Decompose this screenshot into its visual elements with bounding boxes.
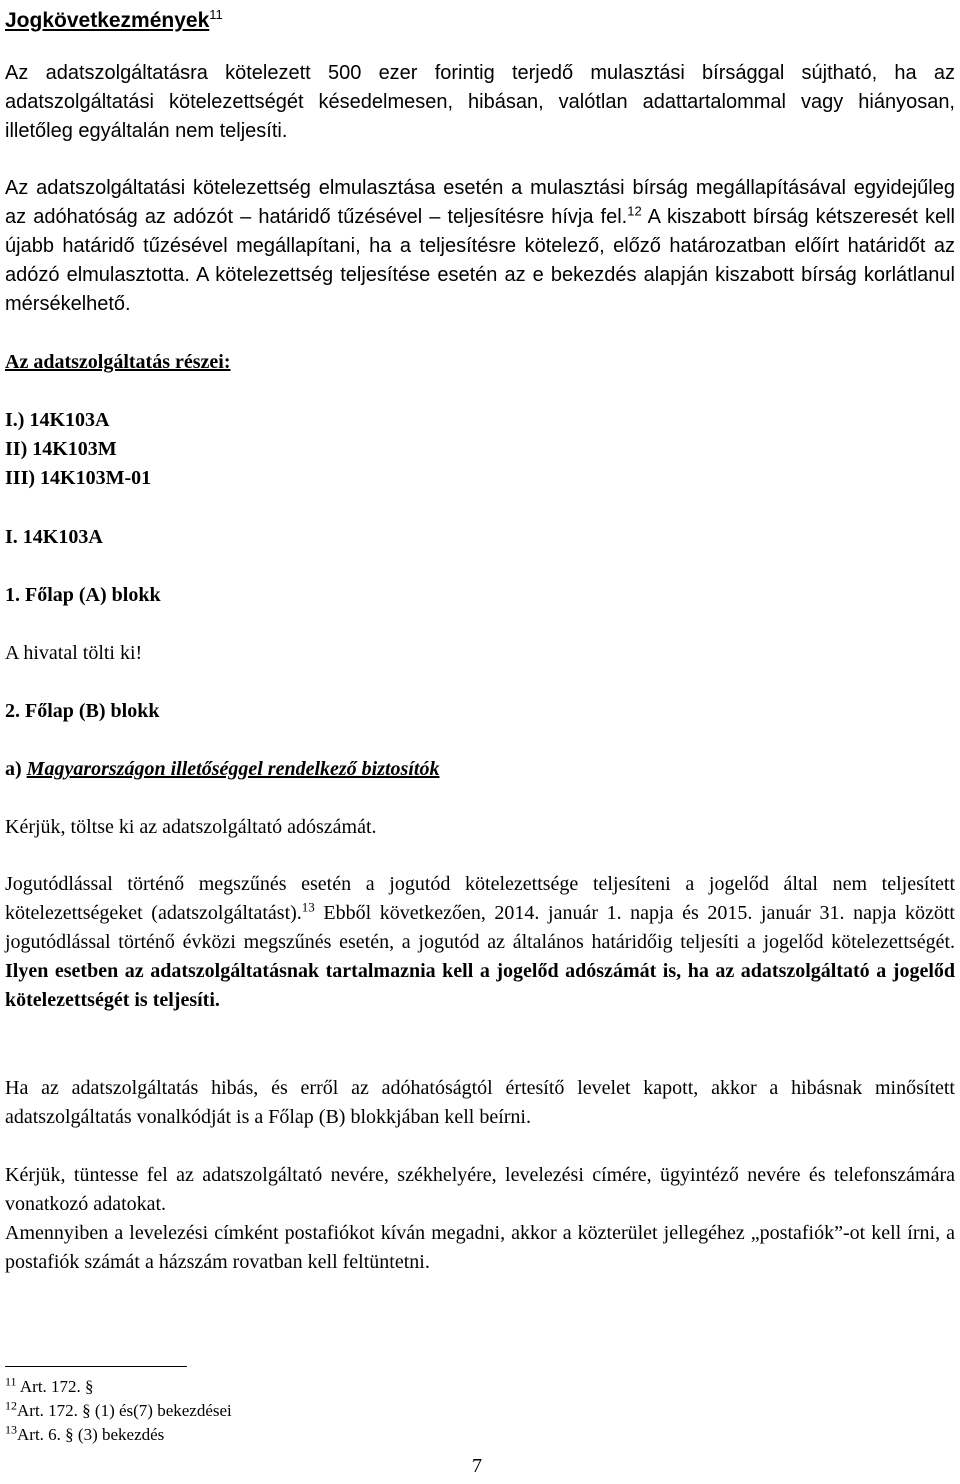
succession-text-b: Ebből következően, 2014. január 1. napja és 2015. január 31. napja között jogutódlással történő évközi megszűnés esetén, a jogutód az általános határidőig teljesíti a jogelőd kötelezettségét. (5, 902, 955, 953)
footnote-13 (5, 1424, 164, 1446)
footnote-ref-13: 13 (301, 899, 315, 915)
penalty-text: Az adatszolgáltatásra kötelezett 500 ezer forintig terjedő mulasztási bírsággal sújtható, ha az adatszolgáltatási kötelezettségét késedelmesen, hibásan, valótlan adattartalommal vagy hiányosan, illetőleg egyáltalán nem teljesíti. (5, 62, 955, 142)
page-number: 7 (472, 1455, 482, 1477)
penalty-paragraph (5, 59, 955, 146)
footnote-text: Art. 6. § (3) bekezdés (17, 1425, 165, 1444)
succession-paragraph (5, 870, 955, 1015)
succession-bold-text: Ilyen esetben az adatszolgáltatásnak tartalmaznia kell a jogelőd adószámát is, ha az adatszolgáltató a jogelőd kötelezettségét is teljesíti. (5, 960, 955, 1011)
subsection-a-title: Magyarországon illetőséggel rendelkező biztosítók (26, 758, 440, 780)
pobox-paragraph (5, 1219, 955, 1277)
error-text: Ha az adatszolgáltatás hibás, és erről az adóhatóságtól értesítő levelet kapott, akkor a hibásnak minősített adatszolgáltatás vonalkódját is a Főlap (B) blokkjában kell beírni. (5, 1077, 955, 1128)
block2-heading: 2. Főlap (B) blokk (5, 700, 160, 722)
subsection-a-prefix: a) (5, 758, 27, 780)
subsection-a (5, 755, 439, 783)
footnote-11 (5, 1376, 94, 1398)
error-paragraph (5, 1074, 955, 1132)
footnote-text: Art. 172. § (16, 1377, 94, 1396)
footnote-divider (5, 1366, 187, 1367)
default-text-b: A kiszabott bírság kétszeresét kell újabb határidő tűzésével megállapítani, ha a teljesítésre kötelező, előző határozatban előírt határidőt az adózó elmulasztotta. A kötelezettség teljesítése esetén az e bekezdés alapján kiszabott bírság korlátlanul mérsékelhető. (5, 206, 955, 315)
footnote-text: Art. 172. § (1) és(7) bekezdései (17, 1401, 232, 1420)
pobox-text: Amennyiben a levelezési címként postafiókot kíván megadni, akkor a közterület jellegéhez „postafiók”-ot kell írni, a postafiók számát a házszám rovatban kell feltüntetni. (5, 1222, 955, 1273)
title-footnote-ref: 11 (209, 7, 223, 22)
parts-item-1: I.) 14K103A (5, 409, 110, 431)
footnote-12 (5, 1400, 232, 1422)
block1-heading: 1. Főlap (A) blokk (5, 584, 161, 606)
section-heading: I. 14K103A (5, 526, 103, 548)
footnote-ref-12: 12 (627, 203, 642, 219)
parts-heading: Az adatszolgáltatás részei: (5, 351, 231, 373)
parts-item-2: II) 14K103M (5, 438, 117, 460)
default-text-a: Az adatszolgáltatási kötelezettség elmulasztása esetén a mulasztási bírság megállapításával egyidejűleg az adóhatóság az adózót – határidő tűzésével – teljesítésre hívja fel. (5, 177, 955, 228)
contact-paragraph (5, 1161, 955, 1219)
title-text: Jogkövetkezmények (5, 9, 210, 32)
page-title (5, 0, 223, 36)
footnote-number: 12 (5, 1398, 17, 1413)
block1-text: A hivatal tölti ki! (5, 642, 143, 664)
footnote-number: 13 (5, 1422, 17, 1437)
footnote-number: 11 (5, 1374, 17, 1389)
parts-item-3: III) 14K103M-01 (5, 467, 152, 489)
taxnum-instruction: Kérjük, töltse ki az adatszolgáltató adószámát. (5, 816, 377, 838)
contact-text: Kérjük, tüntesse fel az adatszolgáltató nevére, székhelyére, levelezési címére, ügyintéző nevére és telefonszámára vonatkozó adatokat. (5, 1164, 955, 1215)
succession-text-a: Jogutódlással történő megszűnés esetén a jogutód kötelezettsége teljesíteni a jogelőd által nem teljesített kötelezettségeket (adatszolgáltatást). (5, 873, 955, 924)
default-paragraph (5, 174, 955, 319)
